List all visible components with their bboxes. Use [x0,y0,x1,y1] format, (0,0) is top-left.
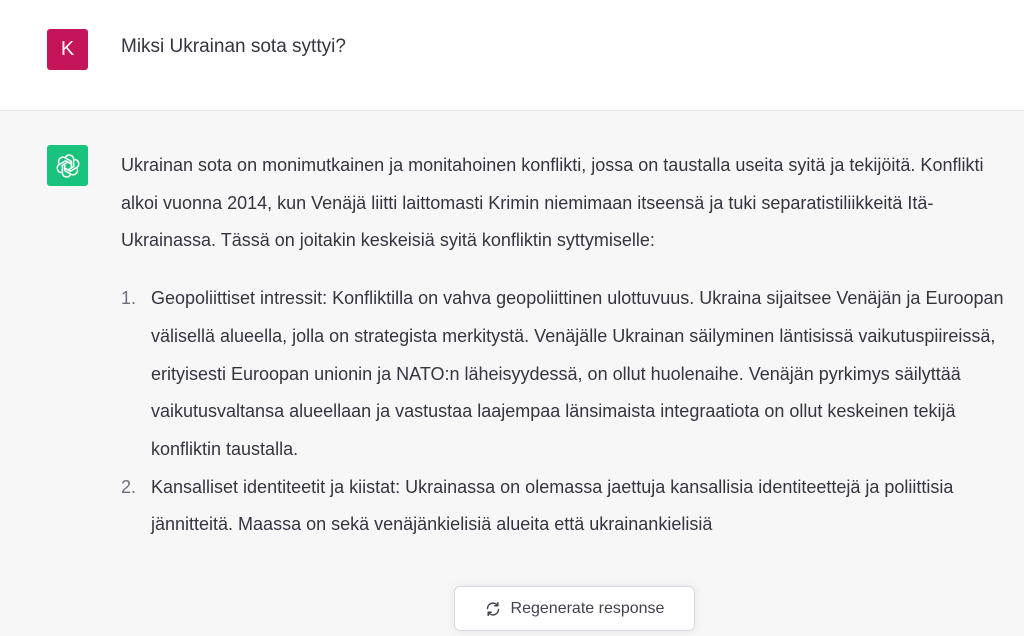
refresh-icon [485,601,501,617]
user-avatar [47,29,88,70]
list-item-text: Kansalliset identiteetit ja kiistat: Ukrainassa on olemassa jaettuja kansallisia identiteettejä ja poliittisia jännitteitä. Maassa on sekä venäjänkielisiä alueita että ukrainankielisiä [151,476,954,535]
list-item [121,469,1011,544]
user-avatar-letter: K [60,38,75,60]
user-message-row [0,0,1024,111]
list-item-number: 1. [121,288,137,309]
assistant-message-row [0,111,1024,636]
assistant-answer [121,147,1011,544]
assistant-avatar [47,145,88,186]
regenerate-response-label: Regenerate response [510,599,665,617]
regenerate-response-button[interactable] [454,586,695,631]
user-message-text: Miksi Ukrainan sota syttyi? [121,36,346,57]
answer-intro: Ukrainan sota on monimutkainen ja monitahoinen konflikti, jossa on taustalla useita syitä ja tekijöitä. Konflikti alkoi vuonna 2014, kun Venäjä liitti laittomasti Krimin niemimaan itseensä ja tuki separatistiliikkeitä Itä-Ukrainassa. Tässä on joitakin keskeisiä syitä konfliktin syttymiselle: [121,155,984,251]
list-item [121,280,1011,469]
openai-logo-icon [55,153,81,179]
list-item-number: 2. [121,476,137,497]
list-item-text: Geopoliittiset intressit: Konfliktilla on vahva geopoliittinen ulottuvuus. Ukraina sijaitsee Venäjän ja Euroopan välisellä alueella, jolla on strategista merkitystä. Venäjälle Ukrainan säilyminen läntisissä vaikutuspiireissä, erityisesti Euroopan unionin ja NATO:n läheisyydessä, on ollut huolenaihe. Venäjän pyrkimys säilyttää vaikutusvaltansa alueellaan ja vastustaa laajempaa länsimaista integraatiota on ollut keskeinen tekijä konfliktin taustalla. [151,288,1004,459]
answer-list [121,280,1011,544]
